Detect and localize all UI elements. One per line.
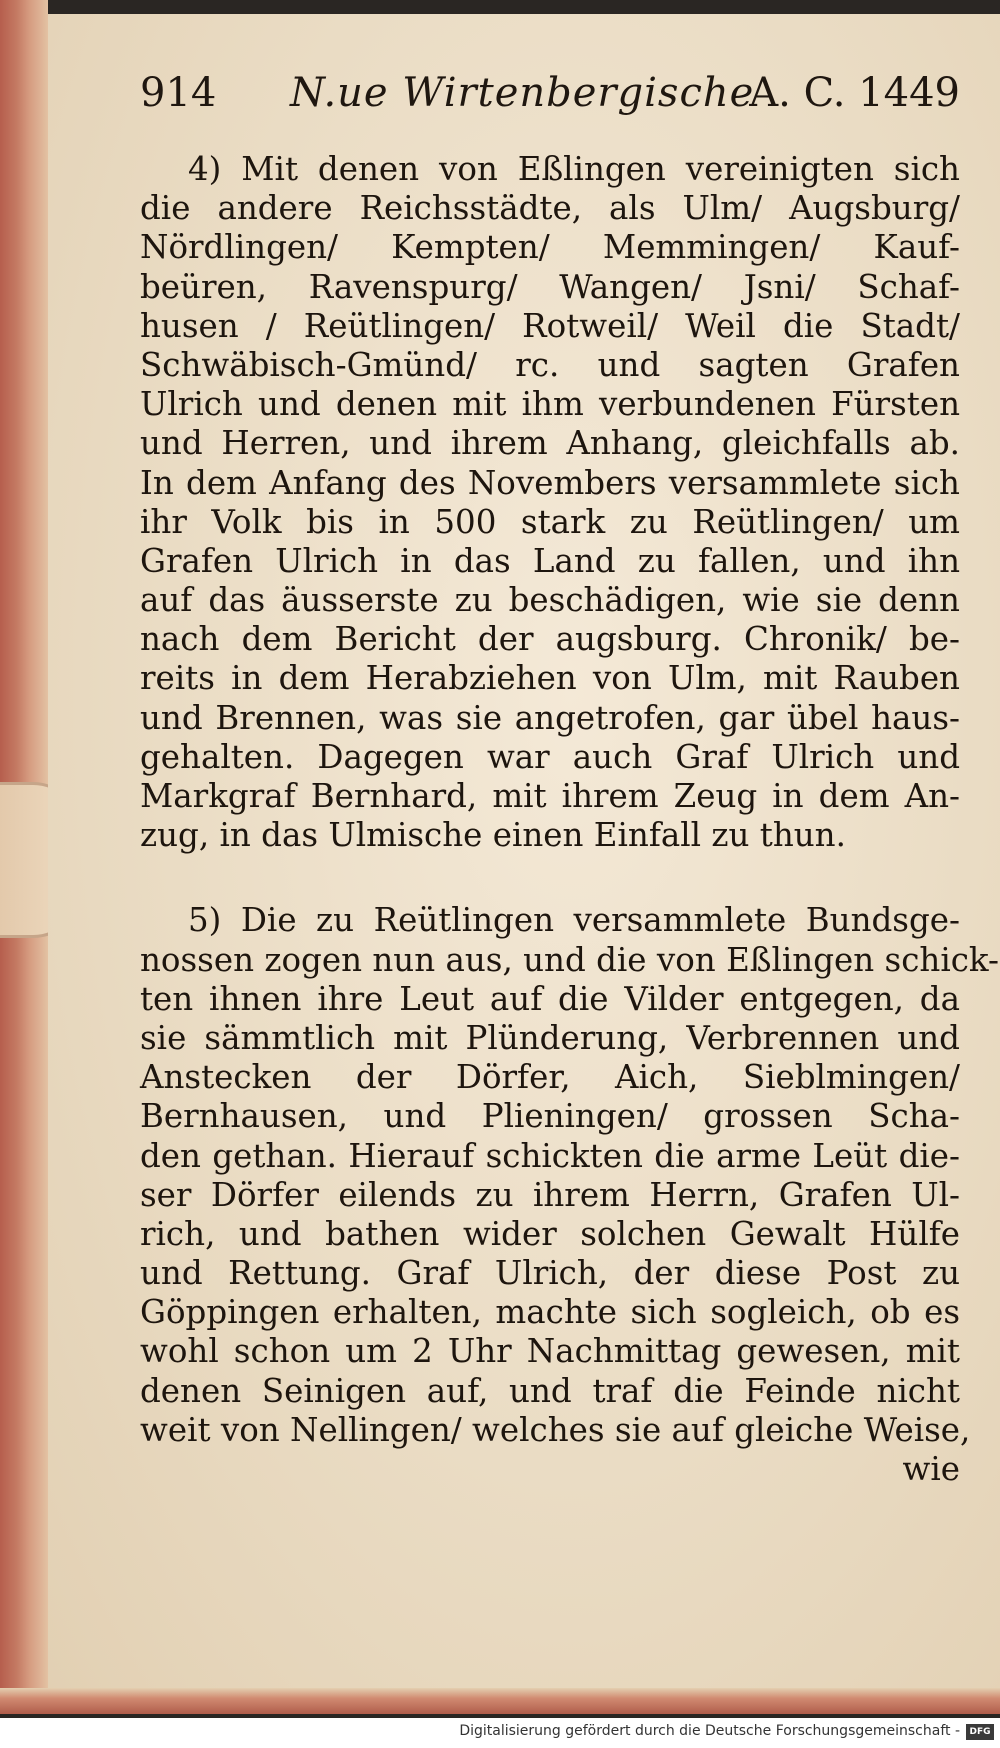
text-line: denen Seinigen auf, und traf die Feinde nicht — [140, 1371, 960, 1410]
text-line: 5) Die zu Reütlingen versammlete Bundsge- — [188, 901, 960, 940]
funding-credit: Digitalisierung gefördert durch die Deutsche Forschungsgemeinschaft - — [459, 1723, 960, 1739]
text-block — [140, 150, 1000, 1489]
text-line: husen / Reütlingen/ Rotweil/ Weil die Stadt/ — [140, 306, 960, 345]
text-line: und Herren, und ihrem Anhang, gleichfalls ab. — [140, 424, 960, 463]
paragraph-2 — [140, 901, 1000, 1489]
text-line: Markgraf Bernhard, mit ihrem Zeug in dem An- — [140, 777, 960, 815]
text-line: nossen zogen nun aus, und die von Eßlingen schick- — [140, 940, 1000, 979]
text-line: den gethan. Hierauf schickten die arme Leüt die- — [140, 1136, 960, 1175]
page-edge-bottom — [0, 1688, 1000, 1714]
text-line: In dem Anfang des Novembers versammlete sich — [140, 463, 960, 502]
year-marker: A. C. 1449 — [749, 70, 960, 116]
text-line: Bernhausen, und Plieningen/ grossen Scha- — [140, 1097, 960, 1136]
text-line: Ulrich und denen mit ihm verbundenen Fürsten — [140, 385, 960, 424]
text-line: und Rettung. Graf Ulrich, der diese Post zu — [140, 1254, 960, 1293]
text-line: Grafen Ulrich in das Land zu fallen, und ihn — [140, 541, 960, 580]
text-line: auf das äusserste zu beschädigen, wie sie denn — [140, 581, 960, 620]
text-line: beüren, Ravenspurg/ Wangen/ Jsni/ Schaf- — [140, 267, 960, 306]
text-line: Göppingen erhalten, machte sich sogleich, ob es — [140, 1293, 960, 1332]
paragraph-1 — [140, 150, 960, 855]
text-line: weit von Nellingen/ welches sie auf gleiche Weise, — [140, 1410, 971, 1449]
text-line: und Brennen, was sie angetrofen, gar übel haus- — [140, 698, 960, 737]
dfg-logo: DFG — [966, 1724, 994, 1740]
text-line: Nördlingen/ Kempten/ Memmingen/ Kauf- — [140, 228, 960, 267]
text-line: rich, und bathen wider solchen Gewalt Hülfe — [140, 1214, 960, 1253]
footer-bar — [0, 1718, 1000, 1748]
running-head: N.ue Wirtenbergische — [290, 70, 755, 116]
text-line: ser Dörfer eilends zu ihrem Herrn, Grafen Ul- — [140, 1175, 960, 1214]
text-line: ihr Volk bis in 500 stark zu Reütlingen/ um — [140, 502, 960, 541]
paragraph-gap — [140, 855, 960, 901]
text-line: wohl schon um 2 Uhr Nachmittag gewesen, mit — [140, 1332, 960, 1371]
text-line: zug, in das Ulmische einen Einfall zu thun. — [140, 816, 846, 855]
text-line: reits in dem Herabziehen von Ulm, mit Rauben — [140, 659, 960, 698]
text-line: gehalten. Dagegen war auch Graf Ulrich und — [140, 737, 960, 776]
page-number: 914 — [140, 70, 217, 116]
text-line: 4) Mit denen von Eßlingen vereinigten sich — [188, 150, 960, 188]
catchword: wie — [902, 1450, 960, 1488]
text-line: die andere Reichsstädte, als Ulm/ Augsburg/ — [140, 189, 960, 228]
text-line: Anstecken der Dörfer, Aich, Sieblmingen/ — [140, 1058, 960, 1097]
text-line: ten ihnen ihre Leut auf die Vilder entgegen, da — [140, 979, 960, 1018]
text-line: Schwäbisch-Gmünd/ rc. und sagten Grafen — [140, 345, 960, 384]
text-line: nach dem Bericht der augsburg. Chronik/ be- — [140, 620, 960, 659]
text-line: sie sämmtlich mit Plünderung, Verbrennen und — [140, 1018, 960, 1057]
page-header — [140, 70, 960, 130]
